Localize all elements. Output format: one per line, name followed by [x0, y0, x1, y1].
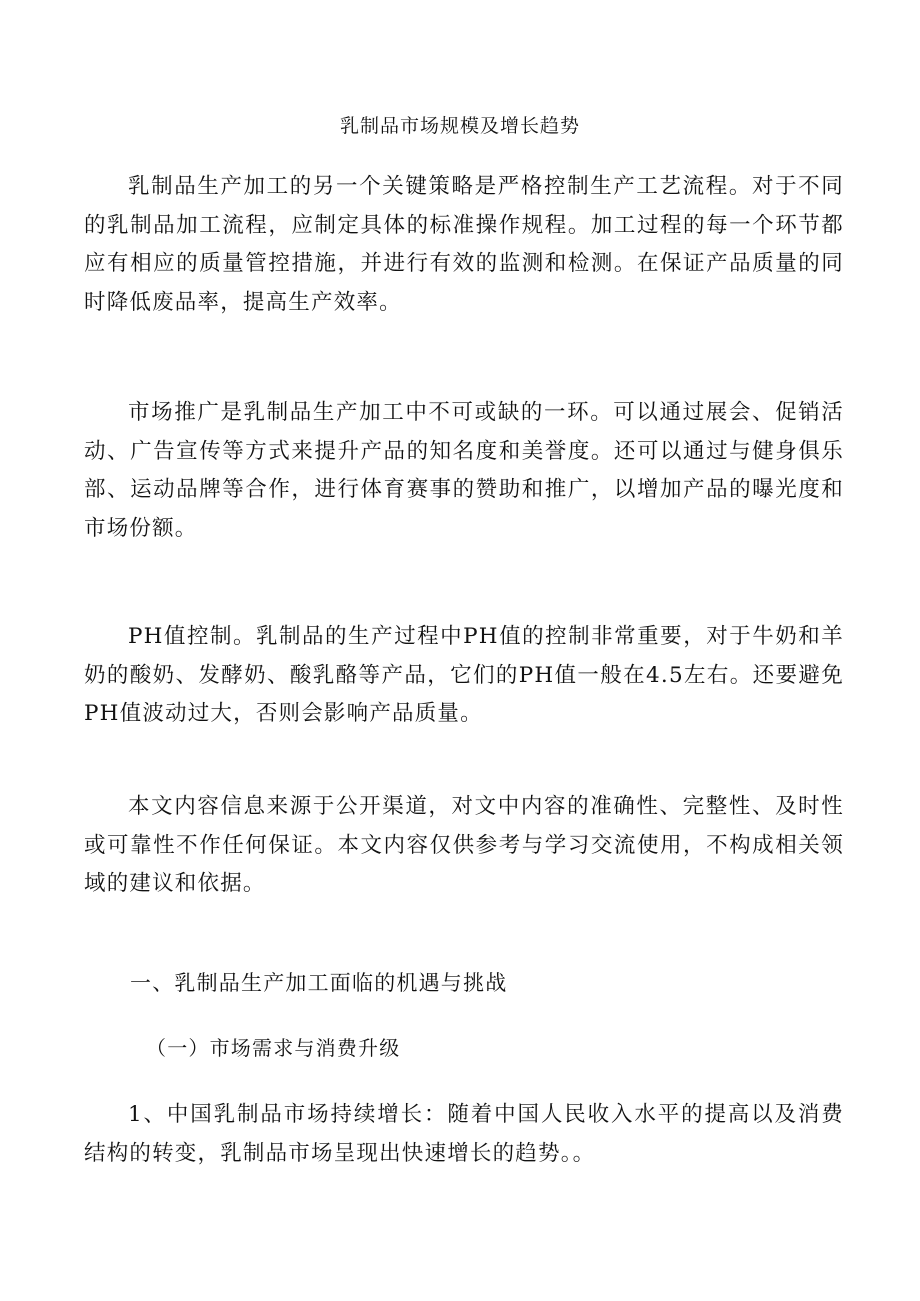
- paragraph-marketing: 市场推广是乳制品生产加工中不可或缺的一环。可以通过展会、促销活动、广告宣传等方式来提升产品的知名度和美誉度。还可以通过与健身俱乐部、运动品牌等合作，进行体育赛事的赞助和推广，以增加产品的曝光度和市场份额。: [84, 400, 844, 541]
- subsection-heading: （一）市场需求与消费升级: [146, 1036, 401, 1060]
- paragraph-process-control: 乳制品生产加工的另一个关键策略是严格控制生产工艺流程。对于不同的乳制品加工流程，应制定具体的标准操作规程。加工过程的每一个环节都应有相应的质量管控措施，并进行有效的监测和检测。在保证产品质量的同时降低废品率，提高生产效率。: [84, 174, 844, 315]
- section-heading: 一、乳制品生产加工面临的机遇与挑战: [130, 971, 508, 995]
- document-title: 乳制品市场规模及增长趋势: [339, 115, 580, 137]
- paragraph-market-growth: 1、中国乳制品市场持续增长：随着中国人民收入水平的提高以及消费结构的转变，乳制品市场呈现出快速增长的趋势。。: [84, 1102, 844, 1166]
- paragraph-disclaimer: 本文内容信息来源于公开渠道，对文中内容的准确性、完整性、及时性或可靠性不作任何保证。本文内容仅供参考与学习交流使用，不构成相关领域的建议和依据。: [84, 794, 844, 896]
- paragraph-ph-control: PH值控制。乳制品的生产过程中PH值的控制非常重要，对于牛奶和羊奶的酸奶、发酵奶、酸乳酪等产品，它们的PH值一般在4.5左右。还要避免PH值波动过大，否则会影响产品质量。: [84, 624, 844, 726]
